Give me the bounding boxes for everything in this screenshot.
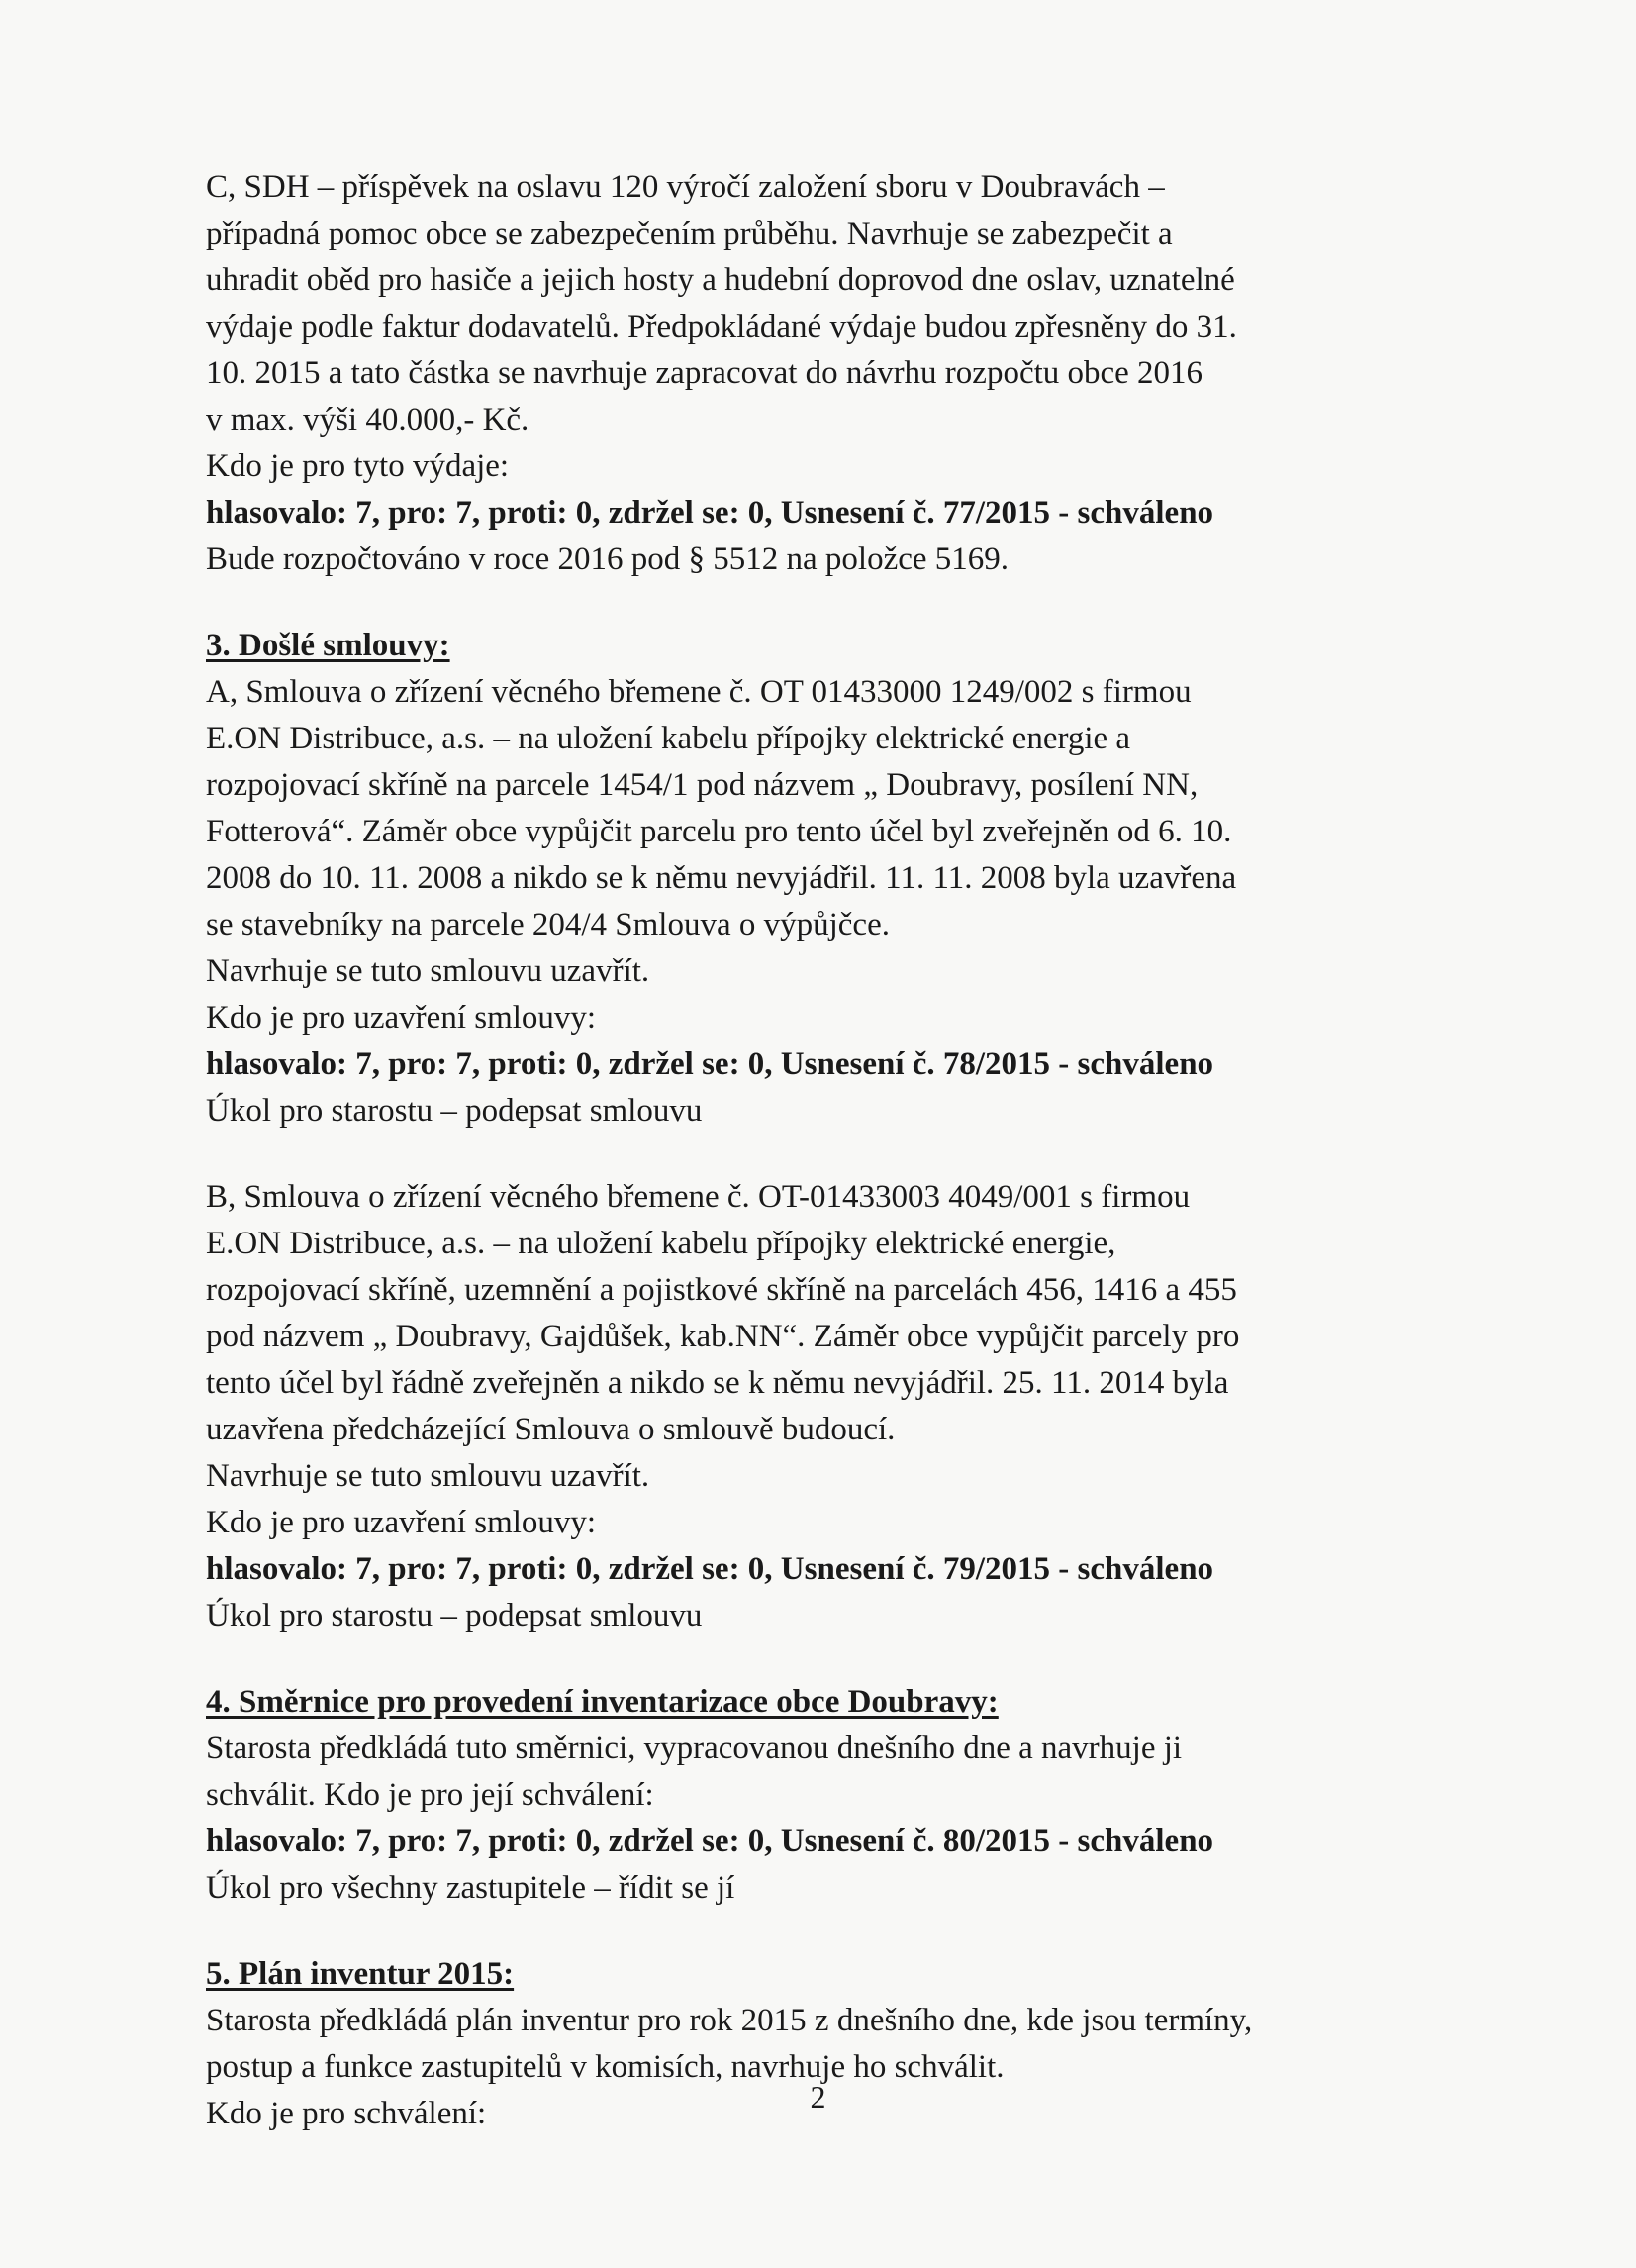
section-c-line: výdaje podle faktur dodavatelů. Předpokládané výdaje budou zpřesněny do 31.	[206, 309, 1237, 345]
section-heading: 3. Došlé smlouvy:	[206, 628, 450, 663]
spacer	[206, 1912, 1443, 1951]
contract-a-line: Kdo je pro uzavření smlouvy:	[206, 1000, 597, 1035]
section-c-line: v max. výši 40.000,- Kč.	[206, 402, 529, 438]
spacer	[206, 583, 1443, 623]
section-5-line: Kdo je pro schválení:	[206, 2096, 487, 2131]
budget-note: Bude rozpočtováno v roce 2016 pod § 5512 na položce 5169.	[206, 542, 1010, 577]
section-c-line: případná pomoc obce se zabezpečením průběhu. Navrhuje se zabezpečit a	[206, 216, 1173, 251]
spacer	[206, 1134, 1443, 1174]
section-c-line: Kdo je pro tyto výdaje:	[206, 448, 510, 484]
section-3	[206, 623, 1443, 1639]
contract-b-line: tento účel byl řádně zveřejněn a nikdo se k němu nevyjádřil. 25. 11. 2014 byla	[206, 1365, 1229, 1401]
contract-b-line: E.ON Distribuce, a.s. – na uložení kabelu přípojky elektrické energie,	[206, 1226, 1116, 1261]
task-note: Úkol pro starostu – podepsat smlouvu	[206, 1598, 703, 1633]
section-4	[206, 1679, 1443, 1912]
section-heading: 4. Směrnice pro provedení inventarizace obce Doubravy:	[206, 1684, 999, 1720]
contract-a-line: se stavebníky na parcele 204/4 Smlouva o výpůjčce.	[206, 907, 890, 942]
vote-result: hlasovalo: 7, pro: 7, proti: 0, zdržel se: 0, Usnesení č. 78/2015 - schváleno	[206, 1046, 1214, 1082]
section-c	[206, 164, 1443, 583]
vote-result: hlasovalo: 7, pro: 7, proti: 0, zdržel se: 0, Usnesení č. 77/2015 - schváleno	[206, 495, 1214, 531]
section-c-line: uhradit oběd pro hasiče a jejich hosty a hudební doprovod dne oslav, uznatelné	[206, 262, 1235, 298]
contract-a-line: rozpojovací skříně na parcele 1454/1 pod názvem „ Doubravy, posílení NN,	[206, 767, 1199, 803]
contract-a-line: A, Smlouva o zřízení věcného břemene č. OT 01433000 1249/002 s firmou	[206, 674, 1192, 710]
spacer	[206, 1639, 1443, 1679]
section-4-line: schválit. Kdo je pro její schválení:	[206, 1777, 654, 1813]
page-content	[206, 164, 1443, 2137]
section-5-line: postup a funkce zastupitelů v komisích, navrhuje ho schválit.	[206, 2049, 1005, 2085]
contract-a-line: E.ON Distribuce, a.s. – na uložení kabelu přípojky elektrické energie a	[206, 721, 1131, 756]
contract-a-line: Navrhuje se tuto smlouvu uzavřít.	[206, 953, 650, 989]
section-heading: 5. Plán inventur 2015:	[206, 1956, 515, 1992]
contract-b-line: uzavřena předcházející Smlouva o smlouvě budoucí.	[206, 1412, 896, 1447]
section-5-line: Starosta předkládá plán inventur pro rok 2015 z dnešního dne, kde jsou termíny,	[206, 2003, 1253, 2038]
vote-result: hlasovalo: 7, pro: 7, proti: 0, zdržel se: 0, Usnesení č. 79/2015 - schváleno	[206, 1551, 1214, 1587]
vote-result: hlasovalo: 7, pro: 7, proti: 0, zdržel se: 0, Usnesení č. 80/2015 - schváleno	[206, 1824, 1214, 1859]
contract-a-line: 2008 do 10. 11. 2008 a nikdo se k němu nevyjádřil. 11. 11. 2008 byla uzavřena	[206, 860, 1237, 896]
section-c-line: 10. 2015 a tato částka se navrhuje zapracovat do návrhu rozpočtu obce 2016	[206, 355, 1203, 391]
contract-b-line: Navrhuje se tuto smlouvu uzavřít.	[206, 1458, 650, 1494]
contract-b-line: B, Smlouva o zřízení věcného břemene č. OT-01433003 4049/001 s firmou	[206, 1179, 1191, 1215]
section-c-line: C, SDH – příspěvek na oslavu 120 výročí založení sboru v Doubravách –	[206, 169, 1165, 205]
contract-b-line: pod názvem „ Doubravy, Gajdůšek, kab.NN“. Záměr obce vypůjčit parcely pro	[206, 1319, 1240, 1354]
task-note: Úkol pro starostu – podepsat smlouvu	[206, 1093, 703, 1129]
section-4-line: Starosta předkládá tuto směrnici, vypracovanou dnešního dne a navrhuje ji	[206, 1730, 1183, 1766]
contract-b-line: rozpojovací skříně, uzemnění a pojistkové skříně na parcelách 456, 1416 a 455	[206, 1272, 1237, 1308]
task-note: Úkol pro všechny zastupitele – řídit se jí	[206, 1870, 735, 1906]
page-number: 2	[810, 2079, 826, 2115]
contract-a-line: Fotterová“. Záměr obce vypůjčit parcelu pro tento účel byl zveřejněn od 6. 10.	[206, 814, 1232, 849]
contract-b-line: Kdo je pro uzavření smlouvy:	[206, 1505, 597, 1540]
